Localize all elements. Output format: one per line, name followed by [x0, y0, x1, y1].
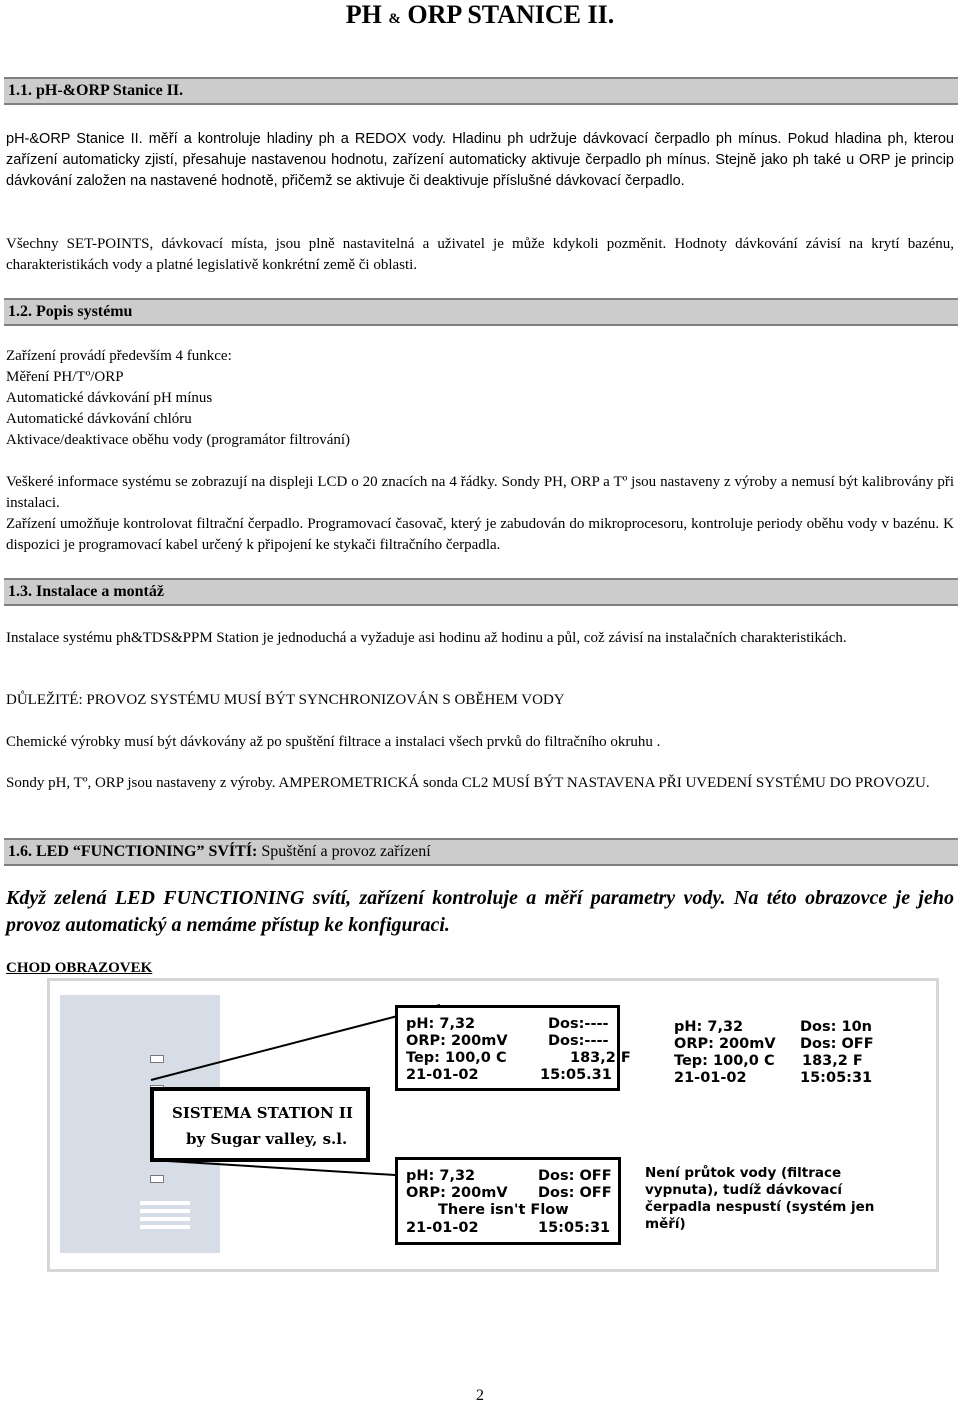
install-paragraph-3: Chemické výrobky musí být dávkovány až po spuštění filtrace a instalaci všech prvků do filtračního okruhu . — [6, 734, 661, 750]
s1-dos2: Dos:---- — [548, 1033, 609, 1049]
s2-ph: pH: 7,32 — [674, 1019, 744, 1035]
led-emphasis: Když zelená LED FUNCTIONING svítí, zařízení kontroluje a měří parametry vody. Na této obrazovce je jeho provoz automatický a nemáme přístup ke konfiguraci. — [6, 887, 954, 936]
s2-dos1: Dos: 10n — [800, 1019, 872, 1035]
lcd-screen-1 — [395, 1005, 631, 1091]
functions-intro: Zařízení provádí především 4 funkce: — [6, 348, 232, 364]
s1-time: 15:05.31 — [540, 1067, 612, 1083]
install-important: DŮLEŽITÉ: PROVOZ SYSTÉMU MUSÍ BÝT SYNCHRONIZOVÁN S OBĚHEM VODY — [6, 692, 565, 708]
install-paragraph-4: Sondy pH, Tº, ORP jsou nastaveny z výroby. AMPEROMETRICKÁ sonda CL2 MUSÍ BÝT NASTAVENA PŘI UVEDENÍ SYSTÉMU DO PROVOZU. — [6, 775, 930, 791]
lcd-start-screen — [150, 1087, 370, 1162]
s1-orp: ORP: 200mV — [406, 1033, 508, 1049]
s1-date: 21-01-02 — [406, 1067, 479, 1083]
s3-date: 21-01-02 — [406, 1220, 479, 1236]
s2-tep: Tep: 100,0 C — [674, 1053, 775, 1069]
s1-fahr: 183,2 F — [570, 1050, 631, 1066]
function-item: Automatické dávkování chlóru — [6, 411, 192, 427]
section-1-6-bold: 1.6. LED “FUNCTIONING” SVÍTÍ: — [8, 843, 258, 860]
title-amp: & — [388, 11, 401, 27]
intro-paragraph-2: Všechny SET-POINTS, dávkovací místa, jsou plně nastavitelná a uživatel je může kdykoli pozměnit. Hodnoty dávkování závisí na krytí bazénu, charakteristikách vody a platné legislativě konkrétní země či oblasti. — [6, 236, 954, 273]
s2-orp: ORP: 200mV — [674, 1036, 776, 1052]
s3-dos1: Dos: OFF — [538, 1168, 612, 1184]
lcd-screen-2 — [665, 1010, 887, 1094]
function-item: Automatické dávkování pH mínus — [6, 390, 213, 406]
title-ph: PH — [345, 0, 382, 29]
s3-no-flow: There isn't Flow — [438, 1202, 569, 1218]
section-1-3-heading: 1.3. Instalace a montáž — [4, 578, 958, 606]
install-paragraph-1: Instalace systému ph&TDS&PPM Station je jednoduchá a vyžaduje asi hodinu až hodinu a půl, což závisí na instalačních charakteristikách. — [6, 630, 847, 646]
title-rest: ORP STANICE II. — [407, 0, 615, 29]
s1-ph: pH: 7,32 — [406, 1016, 476, 1032]
s2-time: 15:05:31 — [800, 1070, 873, 1086]
section-1-1-heading: 1.1. pH-&ORP Stanice II. — [4, 77, 958, 105]
function-item: Měření PH/Tº/ORP — [6, 369, 124, 385]
section-1-2-heading: 1.2. Popis systému — [4, 298, 958, 326]
screens-heading: CHOD OBRAZOVEK — [6, 960, 153, 976]
s1-tep: Tep: 100,0 C — [406, 1050, 507, 1066]
s2-dos2: Dos: OFF — [800, 1036, 874, 1052]
section-1-6-rest: Spuštění a provoz zařízení — [257, 843, 431, 860]
s1-dos1: Dos:---- — [548, 1016, 609, 1032]
connector-line — [151, 1160, 395, 1175]
s3-orp: ORP: 200mV — [406, 1185, 508, 1201]
start-line-2: by Sugar valley, s.l. — [186, 1130, 348, 1148]
s2-fahr: 183,2 F — [802, 1053, 863, 1069]
system-paragraph-1: Veškeré informace systému se zobrazují na displeji LCD o 20 znacích na 4 řádky. Sondy PH, ORP a Tº jsou nastaveny z výroby a nemusí být kalibrovány při instalaci. — [6, 474, 954, 511]
start-line-1: SISTEMA STATION II — [172, 1104, 353, 1122]
s3-dos2: Dos: OFF — [538, 1185, 612, 1201]
s2-date: 21-01-02 — [674, 1070, 747, 1086]
intro-paragraph-1: pH-&ORP Stanice II. měří a kontroluje hladiny ph a REDOX vody. Hladinu ph udržuje dávkovací čerpadlo ph mínus. Pokud hladina ph, kterou zařízení automaticky zjistí, přesahuje nastavenou hodnotu, zařízení automaticky aktivuje čerpadlo ph mínus. Stejně jako ph také u ORP je princip dávkování založen na nastavené hodnotě, přičemž se aktivuje či deaktivuje příslušné dávkovací čerpadlo. — [6, 131, 954, 189]
function-item: Aktivace/deaktivace oběhu vody (programátor filtrování) — [6, 432, 351, 448]
s3-ph: pH: 7,32 — [406, 1168, 476, 1184]
system-paragraph-2: Zařízení umožňuje kontrolovat filtrační čerpadlo. Programovací časovač, který je zabudován do mikroprocesoru, kontroluje periody oběhu vody v bazénu. K dispozici je programovací kabel určený k připojení ke stykači filtračního čerpadla. — [6, 516, 954, 553]
no-flow-note: Není průtok vody (filtrace vypnuta), tudíž dávkovací čerpadla nespustí (systém jen měří) — [645, 1165, 875, 1232]
s3-time: 15:05:31 — [538, 1220, 611, 1236]
lcd-screen-3 — [395, 1157, 621, 1245]
page-number: 2 — [476, 1387, 484, 1404]
